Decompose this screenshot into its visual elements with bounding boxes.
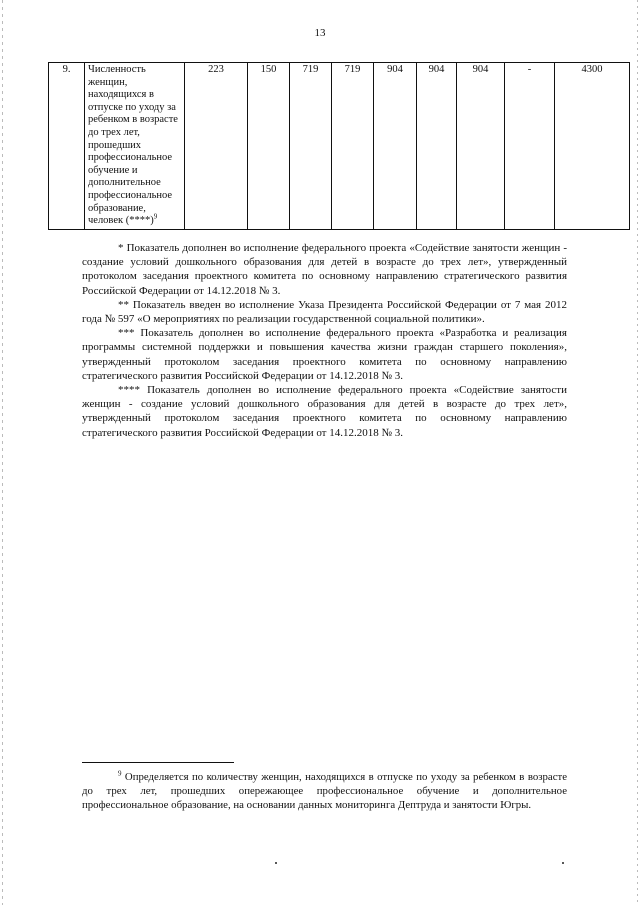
table-cell: 150: [248, 63, 290, 230]
table-cell: -: [505, 63, 555, 230]
footnote-divider: [82, 762, 234, 763]
page-number: 13: [314, 27, 326, 39]
scan-speck: [275, 862, 277, 864]
table-cell-total: 4300: [555, 63, 630, 230]
table-cell: 904: [374, 63, 417, 230]
note-paragraph: ** Показатель введен во исполнение Указа Президента Российской Федерации от 7 мая 2012 года № 597 «О мероприятиях по реализации государственной социальной политики».: [82, 298, 567, 326]
scan-speck: [562, 862, 564, 864]
note-paragraph: *** Показатель дополнен во исполнение федерального проекта «Разработка и реализация программы системной поддержки и повышения качества жизни граждан старшего поколения», утвержденный протоколом заседания проектного комитета по основному направлению стратегического развития Российской Федерации от 14.12.2018 № 3.: [82, 327, 567, 382]
scan-edge-right: [637, 0, 638, 905]
indicator-table: [48, 62, 630, 230]
row-number: 9.: [49, 63, 85, 230]
table-cell: 223: [185, 63, 248, 230]
note-paragraph: **** Показатель дополнен во исполнение федерального проекта «Содействие занятости женщин - создание условий дошкольного образования для детей в возрасте до трех лет», утвержденный протоколом заседания проектного комитета по основному направлению стратегического развития Российской Федерации от 14.12.2018 № 3.: [82, 384, 567, 439]
footnote-text: Определяется по количеству женщин, находящихся в отпуске по уходу за ребенком в возрасте до трех лет, прошедших опережающее профессиональное обучение и дополнительное профессиональное образование, на основании данных мониторинга Дептруда и занятости Югры.: [82, 771, 568, 811]
footnote-marker: 9: [118, 769, 122, 778]
table-cell: 719: [290, 63, 332, 230]
table-cell: 719: [332, 63, 374, 230]
table-cell: 904: [417, 63, 457, 230]
note-paragraph: * Показатель дополнен во исполнение федерального проекта «Содействие занятости женщин - создание условий дошкольного образования для детей в возрасте до трех лет», утвержденный протоколом заседания проектного комитета по основному направлению стратегического развития Российской Федерации от 14.12.2018 № 3.: [82, 242, 567, 297]
notes-section: [82, 241, 567, 440]
footnote-ref: 9: [153, 212, 158, 221]
table-row: [49, 63, 630, 230]
indicator-name-cell: [85, 63, 185, 230]
footnote: [82, 770, 567, 812]
scan-edge-left: [2, 0, 3, 905]
indicator-name: Численность женщин, находящихся в отпуске по уходу за ребенком в возрасте до трех лет, прошедших профессиональное обучение и дополнительное профессиональное образование, человек (****): [88, 64, 178, 227]
table-cell: 904: [457, 63, 505, 230]
